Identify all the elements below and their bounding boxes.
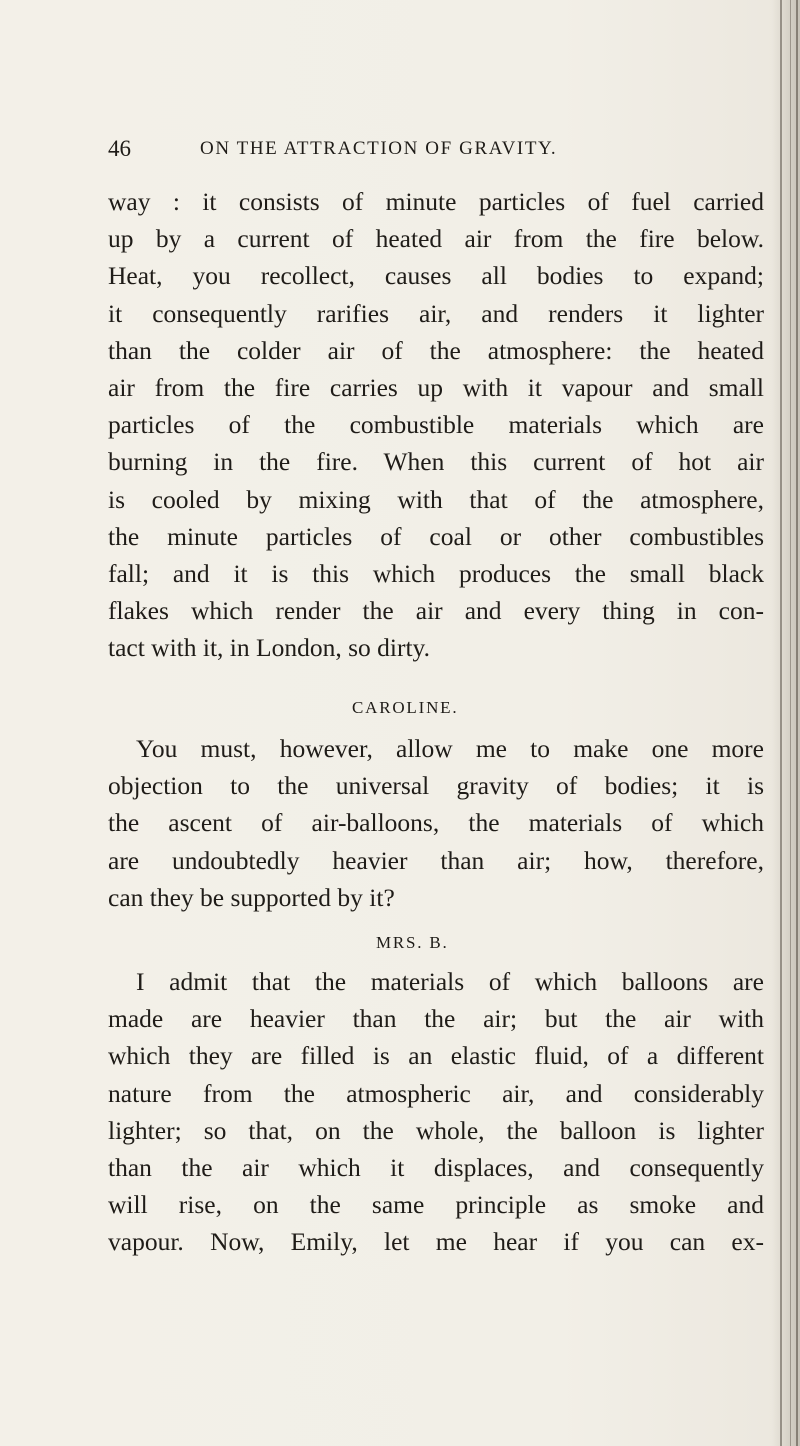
text-line: way : it consists of minute particles of fuel carried: [108, 187, 764, 216]
text-line: up by a current of heated air from the fire below.: [108, 224, 764, 254]
text-line: tact with it, in London, so dirty.: [108, 633, 431, 663]
text-line: lighter; so that, on the whole, the balloon is lighter: [108, 1115, 764, 1145]
running-title: ON THE ATTRACTION OF GRAVITY.: [200, 138, 558, 159]
text-line: than the air which it displaces, and consequently: [108, 1152, 764, 1182]
text-line: I admit that the materials of which balloons are: [136, 967, 764, 996]
text-line: nature from the atmospheric air, and considerably: [108, 1078, 764, 1108]
text-line: than the colder air of the atmosphere: the heated: [108, 335, 764, 365]
text-line: it consequently rarifies air, and renders it lighter: [108, 298, 764, 328]
paragraph-caroline: [108, 730, 764, 916]
text-line: can they be supported by it?: [108, 882, 395, 912]
running-head: [108, 136, 683, 166]
text-line: You must, however, allow me to make one more: [136, 734, 764, 763]
text-line: vapour. Now, Emily, let me hear if you can ex-: [108, 1227, 764, 1257]
page-edge-line: [790, 0, 791, 1446]
text-line: burning in the fire. When this current of hot air: [108, 447, 764, 477]
speaker-name-caroline: CAROLINE.: [352, 698, 459, 717]
text-line: air from the fire carries up with it vapour and small: [108, 372, 764, 402]
text-line: particles of the combustible materials which are: [108, 410, 764, 440]
text-line: the minute particles of coal or other combustibles: [108, 521, 764, 551]
speaker-name-mrs-b: MRS. B.: [376, 933, 449, 952]
text-line: fall; and it is this which produces the small black: [108, 558, 764, 588]
text-line: made are heavier than the air; but the air with: [108, 1004, 764, 1034]
page-number: 46: [108, 136, 131, 161]
page-edge-line: [796, 0, 798, 1446]
text-line: flakes which render the air and every thing in con-: [108, 596, 764, 626]
page-edge-line: [780, 0, 782, 1446]
text-line: the ascent of air-balloons, the materials of which: [108, 808, 764, 838]
text-line: objection to the universal gravity of bodies; it is: [108, 771, 764, 801]
text-line: which they are filled is an elastic fluid, of a different: [108, 1041, 764, 1071]
text-line: Heat, you recollect, causes all bodies to expand;: [108, 261, 764, 291]
paragraph-continuation: [108, 183, 764, 666]
text-line: is cooled by mixing with that of the atmosphere,: [108, 484, 764, 514]
text-line: will rise, on the same principle as smoke and: [108, 1190, 764, 1220]
paragraph-mrs-b: [108, 963, 764, 1261]
text-line: are undoubtedly heavier than air; how, therefore,: [108, 845, 764, 875]
